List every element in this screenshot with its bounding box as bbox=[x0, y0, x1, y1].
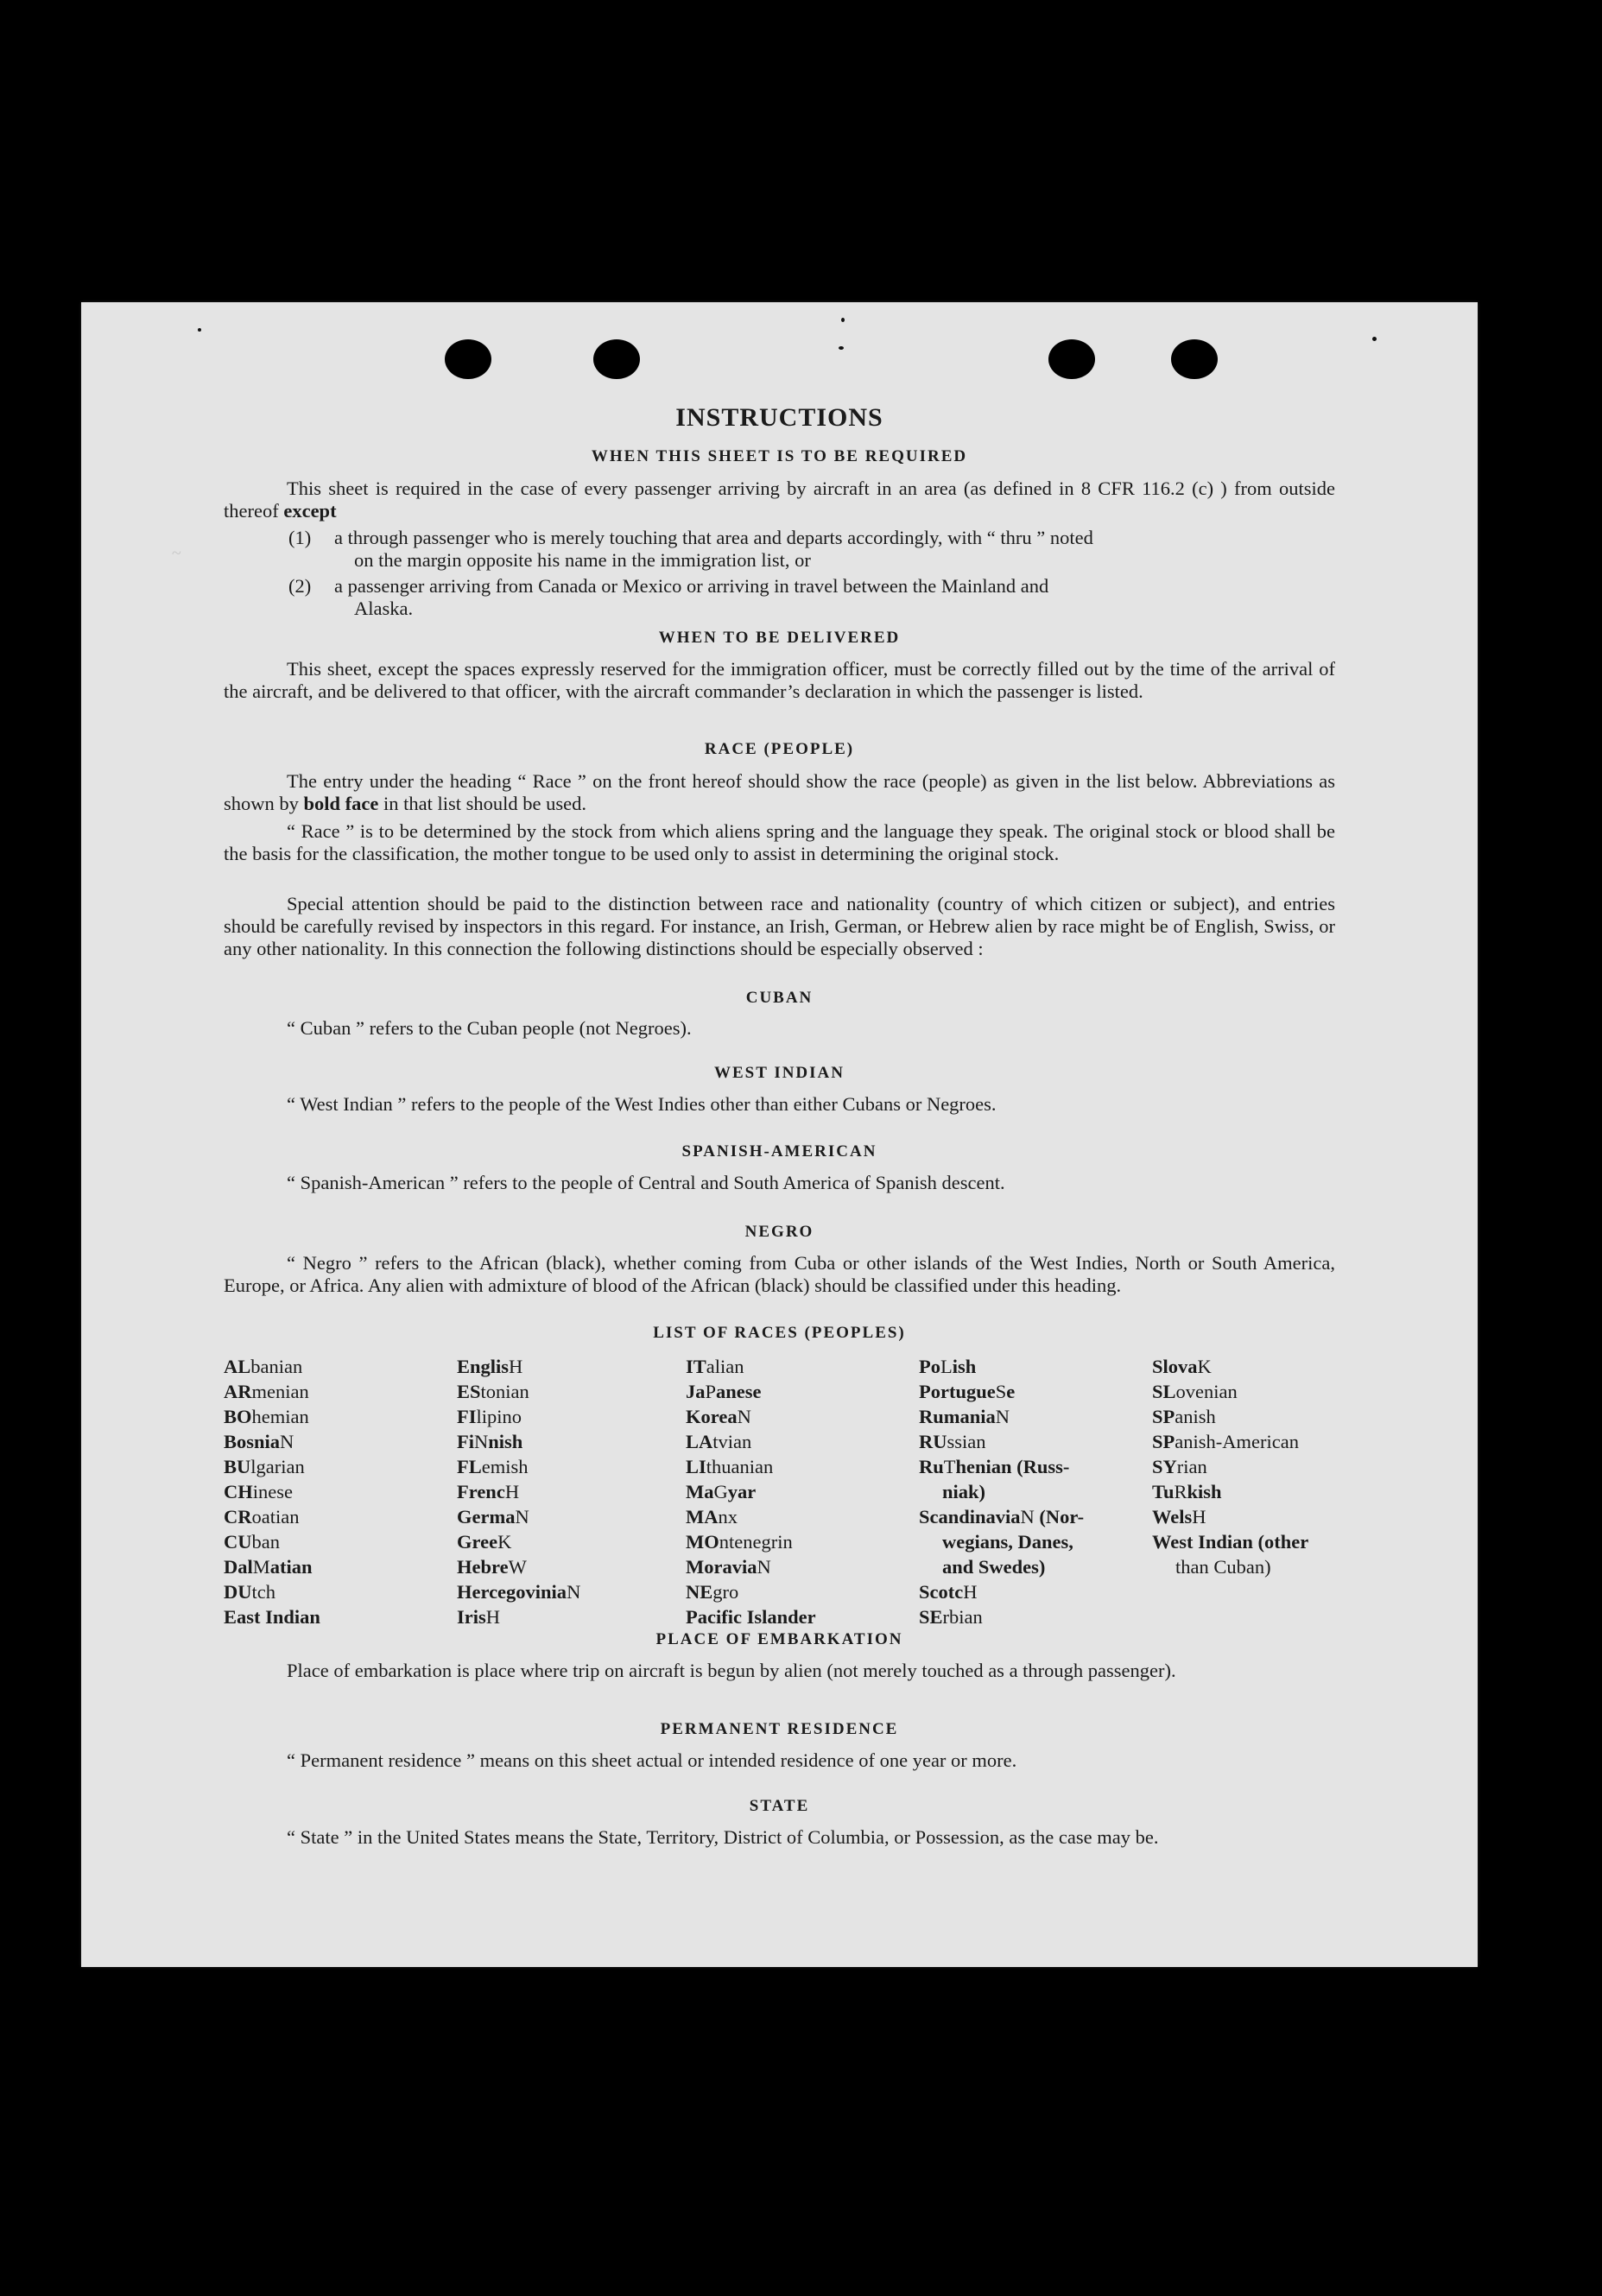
race-entry bbox=[224, 1429, 320, 1454]
race-abbreviation: CH bbox=[224, 1481, 253, 1502]
race-entry bbox=[686, 1379, 816, 1404]
race-entry bbox=[919, 1354, 1084, 1379]
race-abbreviation: Englis bbox=[457, 1356, 510, 1377]
race-abbreviation: East Indian bbox=[224, 1606, 320, 1628]
race-name-part: alian bbox=[706, 1356, 744, 1377]
race-entry bbox=[457, 1529, 580, 1554]
race-name-part: T bbox=[943, 1456, 956, 1477]
race-entry bbox=[457, 1554, 580, 1579]
race-entry bbox=[1152, 1479, 1308, 1504]
race-abbreviation: CU bbox=[224, 1531, 252, 1553]
page-title: INSTRUCTIONS bbox=[675, 403, 883, 432]
race-abbreviation: Hercegovinia bbox=[457, 1581, 567, 1603]
dust-speck bbox=[839, 346, 844, 350]
races-list bbox=[224, 1354, 1338, 1628]
race-name-part: hemian bbox=[251, 1406, 309, 1427]
race-abbreviation: yar bbox=[727, 1481, 757, 1502]
punch-hole bbox=[445, 339, 491, 379]
race-entry bbox=[457, 1579, 580, 1604]
race-name-part: anish bbox=[1175, 1406, 1216, 1427]
race-entry bbox=[919, 1454, 1084, 1479]
race-abbreviation: Iris bbox=[457, 1606, 486, 1628]
race-abbreviation: Gree bbox=[457, 1531, 498, 1553]
race-abbreviation: BO bbox=[224, 1406, 252, 1427]
race-entry bbox=[457, 1429, 580, 1454]
race-abbreviation: Pacific Islander bbox=[686, 1606, 816, 1628]
race-abbreviation: LI bbox=[686, 1456, 706, 1477]
race-name-part: K bbox=[1197, 1356, 1212, 1377]
race-name-part: menian bbox=[251, 1381, 309, 1402]
race-abbreviation: SL bbox=[1152, 1381, 1176, 1402]
race-name-part: S bbox=[995, 1381, 1007, 1402]
race-abbreviation: LA bbox=[686, 1431, 713, 1452]
exception-item-2: (2) a passenger arriving from Canada or Mexico or arriving in travel between the Mainland and Alaska. bbox=[288, 575, 1049, 619]
race-entry bbox=[919, 1604, 1084, 1629]
race-name-part: N bbox=[567, 1581, 581, 1603]
race-entry bbox=[919, 1529, 1084, 1554]
race-entry bbox=[686, 1604, 816, 1629]
race-name-part: M bbox=[252, 1556, 270, 1578]
race-abbreviation: NE bbox=[686, 1581, 713, 1603]
residence-text: “ Permanent residence ” means on this sheet actual or intended residence of one year or more. bbox=[287, 1749, 1017, 1771]
race-abbreviation: FL bbox=[457, 1456, 482, 1477]
race-entry bbox=[224, 1554, 320, 1579]
race-abbreviation: RU bbox=[919, 1431, 947, 1452]
race-abbreviation: Portugue bbox=[919, 1381, 996, 1402]
race-entry bbox=[1152, 1354, 1308, 1379]
race-name-part: tch bbox=[251, 1581, 275, 1603]
heading-place-of-embarkation: PLACE OF EMBARKATION bbox=[655, 1630, 903, 1648]
heading-race: RACE (PEOPLE) bbox=[704, 740, 855, 758]
race-name-part: ntenegrin bbox=[719, 1531, 793, 1553]
race-entry bbox=[1152, 1379, 1308, 1404]
race-entry bbox=[686, 1479, 816, 1504]
race-entry bbox=[224, 1379, 320, 1404]
race-entry bbox=[686, 1429, 816, 1454]
race-entry bbox=[224, 1604, 320, 1629]
dust-speck bbox=[198, 328, 201, 332]
race-entry bbox=[686, 1454, 816, 1479]
race-entry bbox=[919, 1579, 1084, 1604]
race-name-part: L bbox=[940, 1356, 953, 1377]
race-abbreviation: West Indian (other bbox=[1152, 1531, 1309, 1553]
race-name-part: W bbox=[508, 1556, 527, 1578]
race-abbreviation: Hebre bbox=[457, 1556, 509, 1578]
race-name-part: oatian bbox=[251, 1506, 300, 1528]
race-entry bbox=[224, 1529, 320, 1554]
race-entry bbox=[1152, 1454, 1308, 1479]
race-name-part: rian bbox=[1176, 1456, 1207, 1477]
dust-speck bbox=[841, 318, 845, 322]
race-entry bbox=[457, 1404, 580, 1429]
race-entry bbox=[686, 1554, 816, 1579]
race-entry bbox=[224, 1479, 320, 1504]
race-name-part: G bbox=[713, 1481, 728, 1502]
race-entry bbox=[686, 1354, 816, 1379]
race-abbreviation: AR bbox=[224, 1381, 252, 1402]
punch-hole bbox=[1048, 339, 1095, 379]
race-entry bbox=[1152, 1529, 1308, 1554]
race-abbreviation: Scotc bbox=[919, 1581, 964, 1603]
race-entry bbox=[686, 1529, 816, 1554]
race-entry bbox=[686, 1579, 816, 1604]
race-entry bbox=[686, 1404, 816, 1429]
race-abbreviation: wegians, Danes, bbox=[942, 1531, 1073, 1553]
heading-when-delivered: WHEN TO BE DELIVERED bbox=[658, 629, 901, 647]
race-name-part: tonian bbox=[480, 1381, 529, 1402]
race-name-part: H bbox=[504, 1481, 520, 1502]
race-abbreviation: nish bbox=[488, 1431, 523, 1452]
race-name-part: thuanian bbox=[706, 1456, 774, 1477]
race-abbreviation: AL bbox=[224, 1356, 251, 1377]
race-abbreviation: Germa bbox=[457, 1506, 516, 1528]
race-abbreviation: Korea bbox=[686, 1406, 738, 1427]
race-name-part: than Cuban) bbox=[1175, 1556, 1271, 1578]
race-abbreviation: MA bbox=[686, 1506, 719, 1528]
race-abbreviation: Scandinavia bbox=[919, 1506, 1021, 1528]
race-abbreviation: Po bbox=[919, 1356, 940, 1377]
punch-hole bbox=[593, 339, 640, 379]
race-entry bbox=[457, 1504, 580, 1529]
races-column-2 bbox=[457, 1354, 580, 1629]
heading-permanent-residence: PERMANENT RESIDENCE bbox=[660, 1720, 899, 1738]
race-entry bbox=[224, 1504, 320, 1529]
exception-item-1: (1) a through passenger who is merely touching that area and departs accordingly, with “ thru ” noted on the margin opposite his name in the immigration list, or bbox=[288, 527, 1093, 571]
bleed-through-mark: ~ bbox=[172, 544, 181, 563]
heading-negro: NEGRO bbox=[744, 1223, 814, 1241]
state-text: “ State ” in the United States means the State, Territory, District of Columbia, or Possession, as the case may be. bbox=[287, 1826, 1159, 1848]
race-abbreviation: SP bbox=[1152, 1406, 1175, 1427]
race-abbreviation: Slova bbox=[1152, 1356, 1198, 1377]
race-entry bbox=[457, 1454, 580, 1479]
race-name-part: N bbox=[280, 1431, 294, 1452]
races-column-5 bbox=[1152, 1354, 1308, 1579]
race-entry bbox=[1152, 1429, 1308, 1454]
race-name-part: gro bbox=[712, 1581, 739, 1603]
race-name-part: ban bbox=[251, 1531, 280, 1553]
race-name-part: N bbox=[995, 1406, 1010, 1427]
race-entry bbox=[686, 1504, 816, 1529]
race-entry bbox=[224, 1579, 320, 1604]
race-entry bbox=[919, 1479, 1084, 1504]
race-entry bbox=[224, 1454, 320, 1479]
race-abbreviation: MO bbox=[686, 1531, 719, 1553]
race-name-part: N bbox=[1020, 1506, 1035, 1528]
race-name-part: anish-American bbox=[1175, 1431, 1299, 1452]
race-entry bbox=[919, 1429, 1084, 1454]
race-abbreviation: SY bbox=[1152, 1456, 1177, 1477]
race-name-part: nx bbox=[718, 1506, 738, 1528]
race-abbreviation: FI bbox=[457, 1406, 477, 1427]
race-entry bbox=[1152, 1554, 1308, 1579]
cuban-text: “ Cuban ” refers to the Cuban people (not Negroes). bbox=[287, 1017, 692, 1039]
heading-state: STATE bbox=[749, 1797, 810, 1815]
race-name-part: K bbox=[497, 1531, 512, 1553]
race-paragraph-2: “ Race ” is to be determined by the stock from which aliens spring and the language they speak. The original stock or blood shall be the basis for the classification, the mother tongue to be used only to assist in determining the original stock. bbox=[224, 820, 1335, 864]
race-abbreviation: Frenc bbox=[457, 1481, 505, 1502]
race-name-part: N bbox=[757, 1556, 771, 1578]
race-name-part: tvian bbox=[712, 1431, 752, 1452]
spanish-american-text: “ Spanish-American ” refers to the people of Central and South America of Spanish descent. bbox=[287, 1172, 1005, 1193]
race-abbreviation: BU bbox=[224, 1456, 251, 1477]
races-column-3 bbox=[686, 1354, 816, 1629]
dust-speck bbox=[1372, 337, 1377, 341]
race-abbreviation: anese bbox=[716, 1381, 762, 1402]
race-abbreviation: Rumania bbox=[919, 1406, 996, 1427]
races-column-4 bbox=[919, 1354, 1084, 1629]
delivered-text: This sheet, except the spaces expressly reserved for the immigration officer, must be correctly filled out by the time of the arrival of the aircraft, and be delivered to that officer, with the aircraft commander’s declaration in which the passenger is listed. bbox=[224, 658, 1335, 702]
race-abbreviation: Dal bbox=[224, 1556, 253, 1578]
race-name-part: rbian bbox=[942, 1606, 983, 1628]
race-paragraph-1: The entry under the heading “ Race ” on the front hereof should show the race (people) as given in the list below. Abbreviations as shown by bold face in that list should be used. bbox=[224, 770, 1335, 814]
race-entry bbox=[224, 1404, 320, 1429]
race-abbreviation: ish bbox=[952, 1356, 977, 1377]
race-name-part: N bbox=[474, 1431, 489, 1452]
race-abbreviation: Ma bbox=[686, 1481, 714, 1502]
races-column-1 bbox=[224, 1354, 320, 1629]
race-name-part: H bbox=[509, 1356, 523, 1377]
race-entry bbox=[919, 1404, 1084, 1429]
race-abbreviation: Wels bbox=[1152, 1506, 1193, 1528]
heading-cuban: CUBAN bbox=[745, 989, 814, 1007]
race-abbreviation: SP bbox=[1152, 1431, 1175, 1452]
race-entry bbox=[457, 1479, 580, 1504]
race-name-part: N bbox=[737, 1406, 751, 1427]
race-name-part: N bbox=[515, 1506, 529, 1528]
race-entry bbox=[1152, 1504, 1308, 1529]
race-name-part: ssian bbox=[947, 1431, 986, 1452]
race-abbreviation: Ru bbox=[919, 1456, 944, 1477]
embarkation-text: Place of embarkation is place where trip on aircraft is begun by alien (not merely touched as a through passenger). bbox=[287, 1660, 1176, 1681]
race-abbreviation: and Swedes) bbox=[942, 1556, 1046, 1578]
race-abbreviation: Fi bbox=[457, 1431, 474, 1452]
race-name-part: emish bbox=[481, 1456, 529, 1477]
race-name-part: lgarian bbox=[250, 1456, 305, 1477]
race-abbreviation: CR bbox=[224, 1506, 252, 1528]
heading-when-required: WHEN THIS SHEET IS TO BE REQUIRED bbox=[591, 447, 968, 465]
race-name-part: P bbox=[705, 1381, 717, 1402]
race-entry bbox=[919, 1379, 1084, 1404]
west-indian-text: “ West Indian ” refers to the people of the West Indies other than either Cubans or Negroes. bbox=[287, 1093, 997, 1115]
race-abbreviation: (Nor- bbox=[1034, 1506, 1085, 1528]
race-abbreviation: kish bbox=[1187, 1481, 1222, 1502]
race-abbreviation: niak) bbox=[942, 1481, 986, 1502]
race-abbreviation: atian bbox=[269, 1556, 313, 1578]
negro-text: “ Negro ” refers to the African (black), whether coming from Cuba or other islands of the West Indies, North or South America, Europe, or Africa. Any alien with admixture of blood of the African (black) should be classified under this heading. bbox=[224, 1252, 1335, 1296]
race-abbreviation: Moravia bbox=[686, 1556, 757, 1578]
race-name-part: ovenian bbox=[1175, 1381, 1238, 1402]
race-entry bbox=[457, 1354, 580, 1379]
race-entry bbox=[224, 1354, 320, 1379]
heading-spanish-american: SPANISH-AMERICAN bbox=[681, 1142, 877, 1161]
heading-west-indian: WEST INDIAN bbox=[714, 1064, 845, 1082]
race-abbreviation: Tu bbox=[1152, 1481, 1175, 1502]
race-entry bbox=[919, 1554, 1084, 1579]
race-name-part: R bbox=[1174, 1481, 1187, 1502]
race-entry bbox=[457, 1379, 580, 1404]
heading-list-of-races: LIST OF RACES (PEOPLES) bbox=[653, 1324, 906, 1342]
document-sheet bbox=[81, 302, 1478, 1967]
race-name-part: H bbox=[963, 1581, 978, 1603]
race-abbreviation: e bbox=[1006, 1381, 1016, 1402]
required-intro: This sheet is required in the case of every passenger arriving by aircraft in an area (as defined in 8 CFR 116.2 (c) ) from outside thereof except bbox=[224, 478, 1335, 522]
race-abbreviation: Ja bbox=[686, 1381, 706, 1402]
race-name-part: banian bbox=[250, 1356, 303, 1377]
race-name-part: inese bbox=[252, 1481, 293, 1502]
race-abbreviation: ES bbox=[457, 1381, 481, 1402]
race-abbreviation: Bosnia bbox=[224, 1431, 281, 1452]
race-entry bbox=[919, 1504, 1084, 1529]
race-entry bbox=[1152, 1404, 1308, 1429]
race-name-part: lipino bbox=[476, 1406, 522, 1427]
race-abbreviation: henian (Russ- bbox=[955, 1456, 1070, 1477]
race-paragraph-3: Special attention should be paid to the distinction between race and nationality (country of which citizen or subject), and entries should be carefully revised by inspectors in this regard. For instance, an Irish, German, or Hebrew alien by race might be of English, Swiss, or any other nationality. In this connection the following distinctions should be especially observed : bbox=[224, 893, 1335, 959]
race-abbreviation: DU bbox=[224, 1581, 252, 1603]
race-entry bbox=[457, 1604, 580, 1629]
race-name-part: H bbox=[485, 1606, 500, 1628]
race-name-part: H bbox=[1192, 1506, 1206, 1528]
race-abbreviation: IT bbox=[686, 1356, 706, 1377]
race-abbreviation: SE bbox=[919, 1606, 943, 1628]
punch-hole bbox=[1171, 339, 1218, 379]
